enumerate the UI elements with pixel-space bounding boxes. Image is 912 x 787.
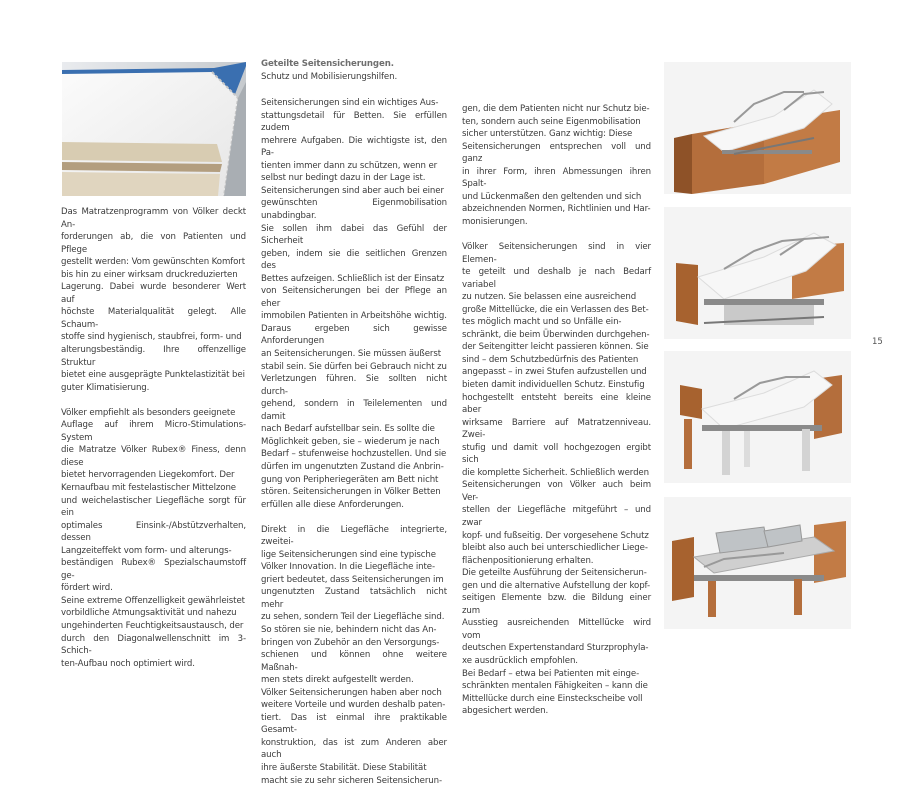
mattress-photo: [62, 62, 246, 196]
column-mattress-text: [61, 206, 246, 670]
mattress-intro-paragraph: Das Matratzenprogramm von Völker deckt An- forderungen ab, die von Patienten und Pflege gestellt werden: Vom gewünschten Komfort bis hin zu einer wirksam druckreduzierten Lagerung. Dabei wurde besonderer Wert auf höchste Materialqualität gelegt. Alle Schaum- stoffe sind hygienisch, staubfrei, form- und alterungsbeständig. Ihre offenzellige Struktur bietet eine ausgeprägte Punktelastizität bei guter Klimatisierung.: [61, 207, 246, 393]
bed-photo-1: [664, 62, 851, 194]
section-heading: Geteilte Seitensicherungen.: [261, 59, 394, 69]
side-rails-paragraph-1: Seitensicherungen sind ein wichtiges Aus- stattungsdetail für Betten. Sie erfüllen zudem mehrere Aufgaben. Die wichtigste ist, den Pa- tienten immer dann zu schützen, wenn er selbst nur bedingt dazu in der Lage ist. Seitensicherungen sind aber auch bei einer gewünschten Eigenmobilisation unabdingbar. Sie sollen ihm dabei das Gefühl der Sicherheit geben, indem sie die seitlichen Grenzen des Bettes aufzeigen. Schließlich ist der Einsatz von Seitensicherungen bei der Pflege an eher immobilen Patienten in Arbeitshöhe wichtig. Daraus ergeben sich gewisse Anforderungen an Seitensicherungen. Sie müssen äußerst stabil sein. Sie dürfen bei Gebrauch nicht zu Verletzungen führen. Sie sollten nicht durch- gehend, sondern in Teilelementen und damit nach Bedarf aufstellbar sein. Es sollte die Möglichkeit geben, sie – wiederum je nach Bedarf – stufenweise hochzustellen. Und sie dürfen im ungenutzten Zustand die Anbrin- gung von Peripheriegeräten am Bett nicht stören. Seitensicherungen in Völker Betten erfüllen alle diese Anforderungen.: [261, 98, 447, 510]
section-subheading: Schutz und Mobilisierungshilfen.: [261, 71, 398, 82]
column-side-rails-text: [261, 58, 447, 787]
page-number: 15: [872, 337, 883, 347]
bed-photo-3: [664, 351, 851, 483]
column-side-rails-continued: [462, 103, 651, 718]
bed-photo-2: [664, 207, 851, 339]
bed-photo-4: [664, 497, 851, 629]
side-rails-paragraph-3: gen, die dem Patienten nicht nur Schutz bie- ten, sondern auch seine Eigenmobilisation sicher unterstützen. Ganz wichtig: Diese Seitensicherungen entsprechen voll und ganz in ihrer Form, ihren Abmessungen ihren Spalt- und Lückenmaßen den geltenden und sich abzeichnenden Normen, Richtlinien und Har- monisierungen.: [462, 104, 651, 227]
side-rails-paragraph-4: Völker Seitensicherungen sind in vier Elemen- te geteilt und deshalb je nach Bedarf variabel zu nutzen. Sie belassen eine ausreichend große Mittellücke, die ein Verlassen des Bet- tes möglich macht und so Unfälle ein- schränkt, die beim Überwinden durchgehen- der Seitengitter leicht passieren können. Sie sind – dem Schutzbedürfnis des Patienten angepasst – in zwei Stufen aufzustellen und bieten damit individuellen Schutz. Einstufig hochgestellt entsteht bereits eine kleine aber wirksame Barriere auf Matratzenniveau. Zwei- stufig und damit voll hochgezogen ergibt sich die komplette Sicherheit. Schließlich werden Seitensicherungen von Völker auch beim Ver- stellen der Liegefläche mitgeführt – und zwar kopf- und fußseitig. Der vorgesehene Schutz bleibt also auch bei unterschiedlicher Liege- flächenpositionierung erhalten. Die geteilte Ausführung der Seitensicherun- gen und die alternative Aufstellung der kopf- seitigen Elemente bzw. die Bildung einer zum Ausstieg ausreichenden Mittellücke wird vom deutschen Expertenstandard Sturzprophyla- xe ausdrücklich empfohlen. Bei Bedarf – etwa bei Patienten mit einge- schränkten mentalen Fähigkeiten – kann die Mittellücke durch eine Einsteckscheibe voll abgesichert werden.: [462, 241, 651, 717]
side-rails-paragraph-2: Direkt in die Liegefläche integrierte, zweitei- lige Seitensicherungen sind eine typische Völker Innovation. In die Liegefläche inte- griert bedeutet, dass Seitensicherungen im ungenutzten Zustand tatsächlich nicht mehr zu sehen, sondern Teil der Liegefläche sind. So stören sie nie, behindern nicht das An- bringen von Zubehör an den Versorgungs- schienen und können ohne weitere Maßnah- men stets direkt aufgestellt werden. Völker Seitensicherungen haben aber noch weitere Vorteile und wurden deshalb paten- tiert. Das ist einmal ihre praktikable Gesamt- konstruktion, das ist zum Anderen aber auch ihre äußerste Stabilität. Diese Stabilität macht sie zu sehr sicheren Seitensicherun-: [261, 524, 447, 786]
rubex-finess-paragraph: Völker empfiehlt als besonders geeignete Auflage auf ihrem Micro-Stimulations-System die Matratze Völker Rubex® Finess, denn diese bietet hervorragenden Liegekomfort. Der Kernaufbau mit festelastischer Mittelzone und weichelastischer Liegefläche sorgt für ein optimales Einsink-/Abstützverhalten, dessen Langzeiteffekt vom form- und alterungs- beständigen Rubex® Spezialschaumstoff ge- fördert wird. Seine extreme Offenzelligkeit gewährleistet vorbildliche Atmungsaktivität und nahezu ungehinderten Feuchtigkeitsaustausch, der durch den Diagonalwellenschnitt im 3-Schich- ten-Aufbau noch optimiert wird.: [61, 407, 246, 669]
